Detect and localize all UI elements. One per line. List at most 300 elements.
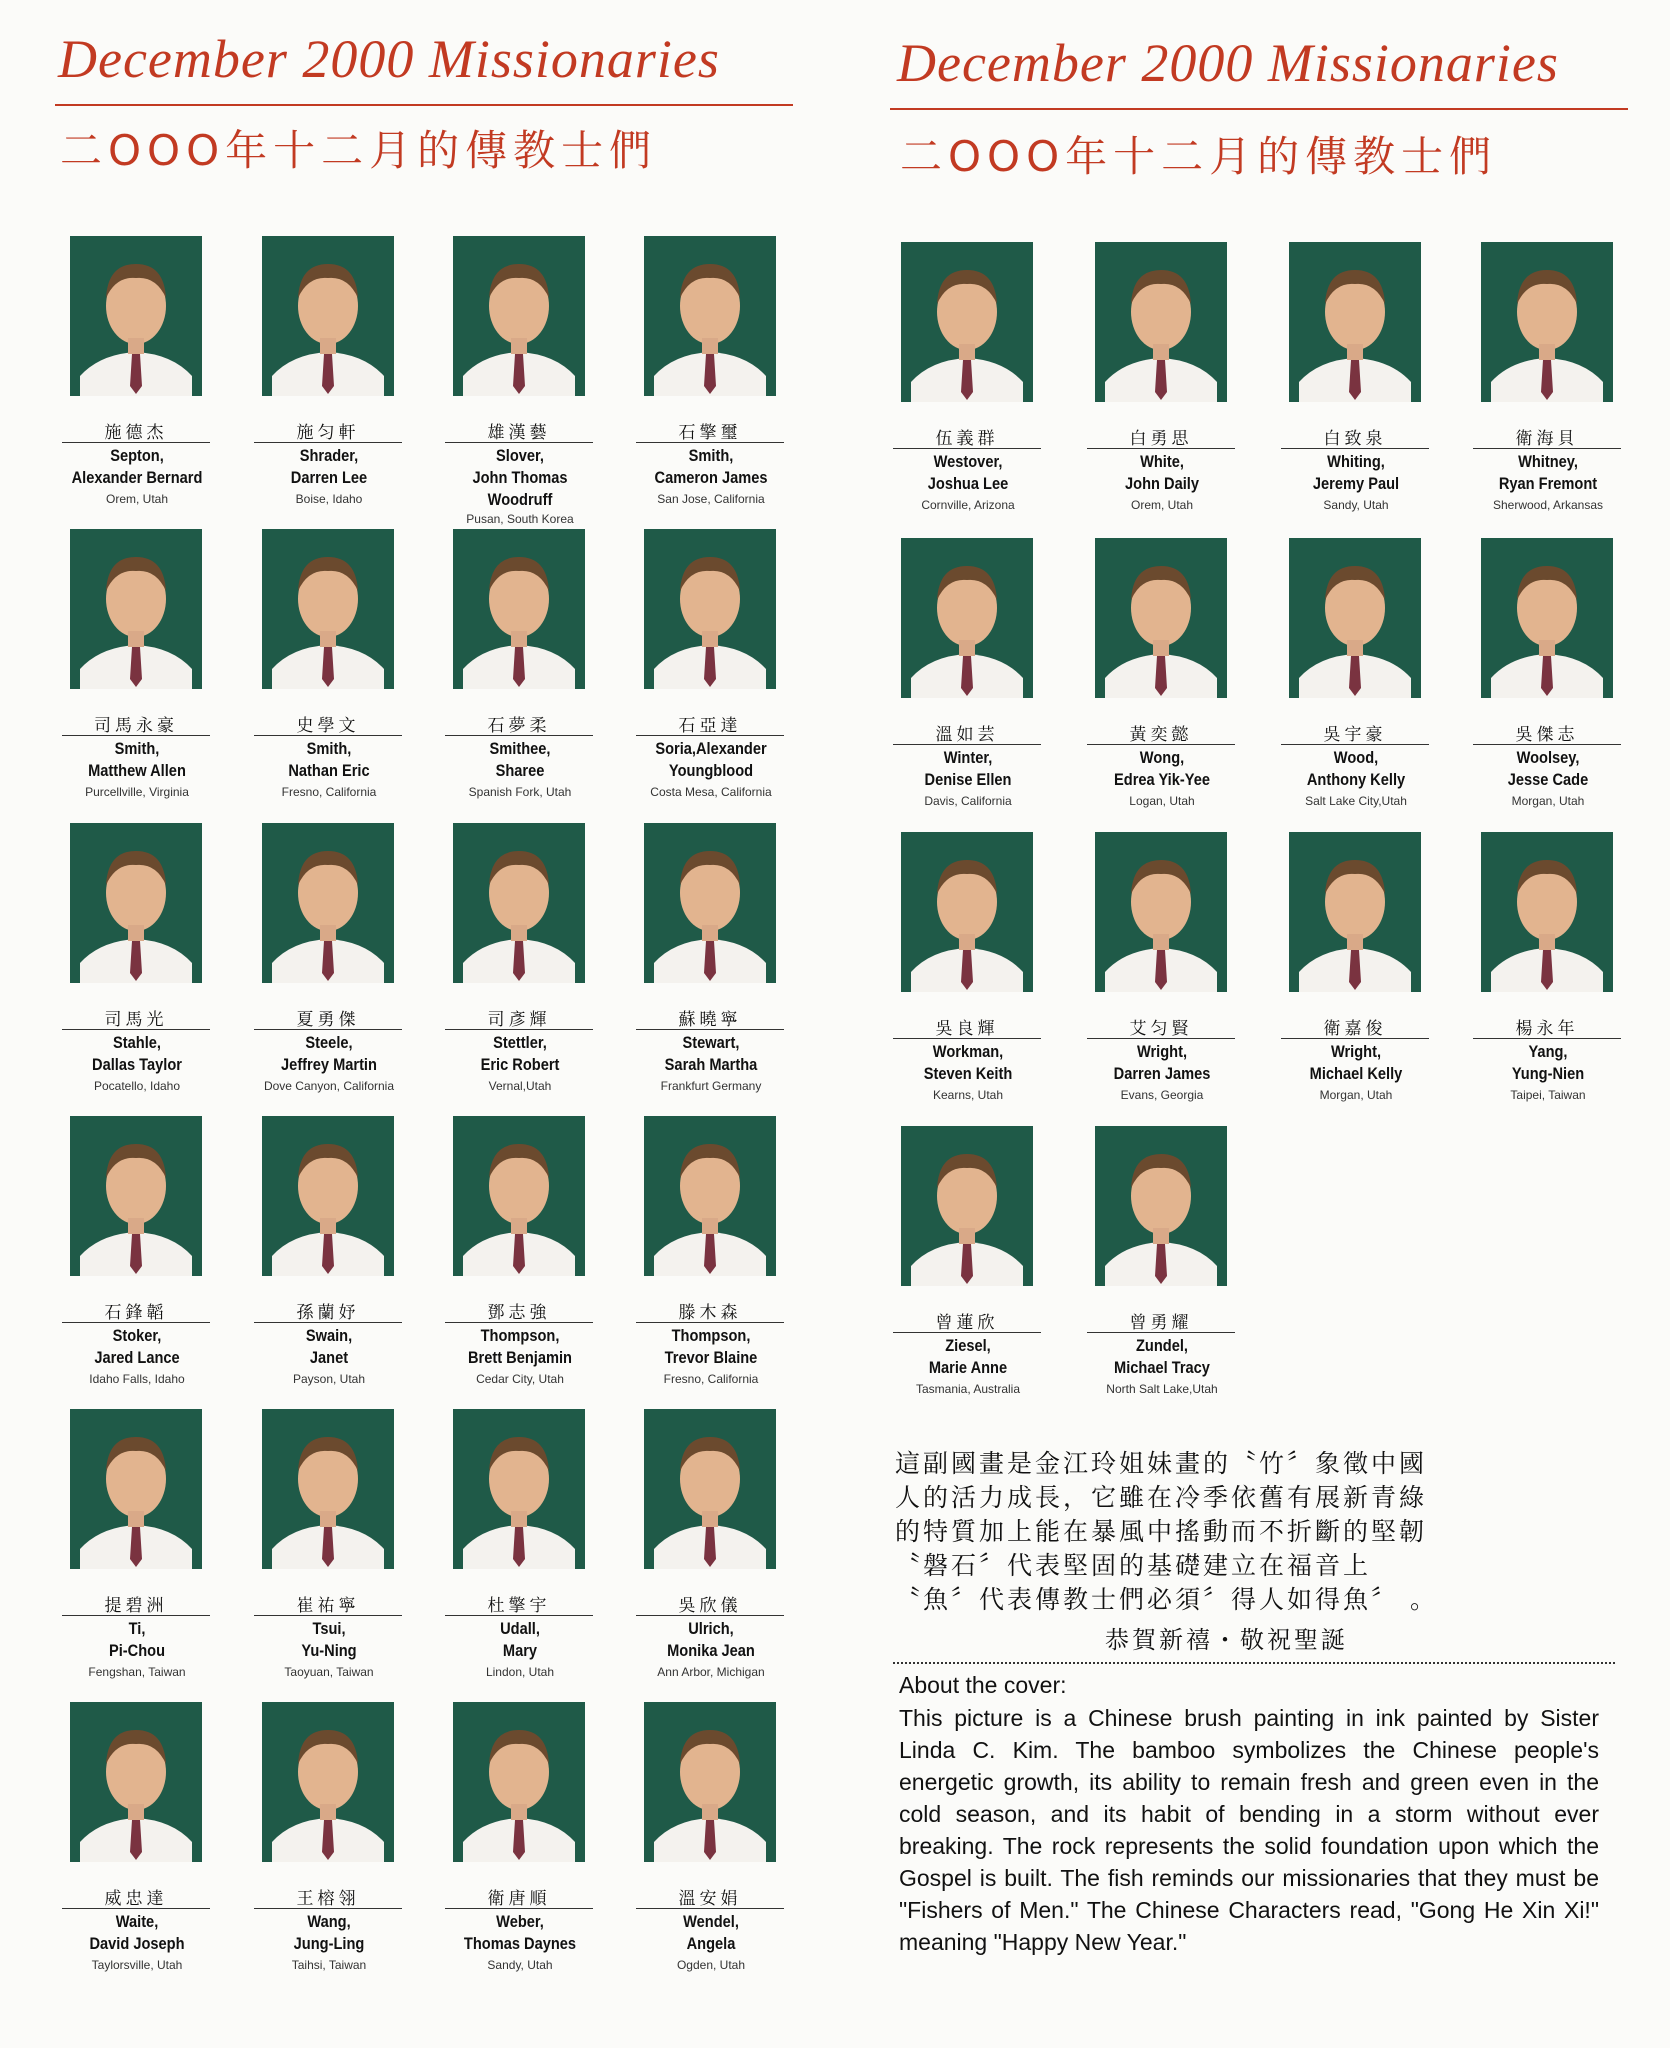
- hometown: Idaho Falls, Idaho: [89, 1372, 185, 1386]
- chinese-name: 楊永年: [1515, 1019, 1579, 1039]
- missionary-card: [628, 1409, 808, 1701]
- missionary-photo: [453, 1409, 585, 1569]
- about-heading: About the cover:: [899, 1672, 1067, 1698]
- name-underline: [62, 1615, 210, 1616]
- missionary-card: [54, 1409, 234, 1701]
- given-name: Alexander Bernard: [71, 468, 203, 487]
- hometown: Morgan, Utah: [1319, 1088, 1393, 1102]
- portrait-icon: [644, 236, 776, 396]
- hometown: Pusan, South Korea: [466, 512, 574, 526]
- chinese-name: 滕木森: [678, 1303, 742, 1323]
- hometown: Taipei, Taiwan: [1510, 1088, 1586, 1102]
- missionary-photo: [262, 823, 394, 983]
- given-name: Darren Lee: [290, 468, 368, 487]
- name-underline: [636, 442, 784, 443]
- hometown: Dove Canyon, California: [263, 1079, 395, 1093]
- portrait-icon: [1095, 1126, 1227, 1286]
- name-underline: [636, 1615, 784, 1616]
- hometown: San Jose, California: [657, 492, 765, 506]
- holiday-greeting: 恭賀新禧・敬祝聖誕: [1105, 1626, 1348, 1654]
- missionary-photo: [644, 1409, 776, 1569]
- missionary-card: [246, 236, 426, 528]
- surname: Stettler,: [493, 1033, 547, 1052]
- page-subtitle-chinese: 二OOO年十二月的傳教士們: [60, 126, 658, 175]
- missionary-card: [885, 538, 1065, 830]
- title-rule: [890, 108, 1628, 110]
- surname: Winter,: [943, 748, 993, 767]
- surname: Wong,: [1139, 748, 1185, 767]
- hometown: Fengshan, Taiwan: [88, 1665, 186, 1679]
- portrait-icon: [1095, 538, 1227, 698]
- chinese-name: 曾蓮欣: [935, 1313, 999, 1333]
- chinese-name: 石鋒韜: [104, 1303, 168, 1323]
- portrait-icon: [1481, 538, 1613, 698]
- portrait-icon: [644, 1409, 776, 1569]
- surname: Weber,: [496, 1912, 544, 1931]
- missionary-card: [1079, 1126, 1259, 1418]
- given-name: Janet: [309, 1348, 349, 1367]
- hometown: Logan, Utah: [1129, 794, 1195, 808]
- portrait-icon: [644, 1116, 776, 1276]
- missionary-photo: [1095, 832, 1227, 992]
- given-name: Jeremy Paul: [1312, 474, 1400, 493]
- missionary-photo: [453, 1116, 585, 1276]
- missionary-card: [437, 823, 617, 1115]
- surname: Ti,: [128, 1619, 146, 1638]
- missionary-photo: [262, 529, 394, 689]
- hometown: Ogden, Utah: [676, 1958, 746, 1972]
- missionary-card: [1079, 538, 1259, 830]
- hometown: Fresno, California: [281, 785, 377, 799]
- portrait-icon: [1095, 242, 1227, 402]
- missionary-card: [437, 1116, 617, 1408]
- surname: Stewart,: [682, 1033, 740, 1052]
- portrait-icon: [901, 832, 1033, 992]
- chinese-name: 艾匀賢: [1129, 1019, 1193, 1039]
- given-name: Jeffrey Martin: [281, 1055, 377, 1074]
- name-underline: [445, 1615, 593, 1616]
- missionary-photo: [901, 1126, 1033, 1286]
- given-name: Youngblood: [668, 761, 754, 780]
- chinese-name: 石亞達: [678, 716, 742, 736]
- chinese-name: 夏勇傑: [296, 1010, 360, 1030]
- missionary-card: [246, 529, 426, 821]
- given-name: David Joseph: [89, 1934, 185, 1953]
- surname: Shrader,: [299, 446, 359, 465]
- chinese-name: 提碧洲: [104, 1596, 168, 1616]
- given-name: Joshua Lee: [927, 474, 1009, 493]
- portrait-icon: [644, 823, 776, 983]
- chinese-name: 溫安娟: [678, 1889, 742, 1909]
- portrait-icon: [453, 236, 585, 396]
- text-line: 這副國畫是金江玲姐妹畫的〝竹〞象徵中國: [895, 1449, 1428, 1478]
- chinese-name: 吳宇豪: [1323, 725, 1387, 745]
- surname: Ziesel,: [945, 1336, 991, 1355]
- name-underline: [62, 735, 210, 736]
- surname: Smith,: [114, 739, 160, 758]
- name-underline: [1087, 744, 1235, 745]
- portrait-icon: [1289, 242, 1421, 402]
- given-name: Jung-Ling: [293, 1934, 365, 1953]
- chinese-name: 蘇曉寧: [678, 1010, 742, 1030]
- portrait-icon: [1481, 832, 1613, 992]
- surname: Thompson,: [480, 1326, 560, 1345]
- portrait-icon: [453, 529, 585, 689]
- given-name: Mary: [502, 1641, 538, 1660]
- hometown: Cornville, Arizona: [921, 498, 1015, 512]
- hometown: Tasmania, Australia: [915, 1382, 1021, 1396]
- missionary-photo: [1481, 832, 1613, 992]
- portrait-icon: [70, 529, 202, 689]
- chinese-name: 鄧志強: [487, 1303, 551, 1323]
- given-name: Yu-Ning: [301, 1641, 357, 1660]
- hometown: Cedar City, Utah: [476, 1372, 564, 1386]
- hometown: Frankfurt Germany: [660, 1079, 762, 1093]
- chinese-name: 衛唐順: [487, 1889, 551, 1909]
- portrait-icon: [262, 236, 394, 396]
- portrait-icon: [644, 1702, 776, 1862]
- surname: Waite,: [115, 1912, 159, 1931]
- surname: Septon,: [110, 446, 164, 465]
- chinese-name: 石夢柔: [487, 716, 551, 736]
- missionary-photo: [70, 1409, 202, 1569]
- name-underline: [445, 735, 593, 736]
- surname: Whiting,: [1327, 452, 1385, 471]
- portrait-icon: [1481, 242, 1613, 402]
- portrait-icon: [901, 538, 1033, 698]
- missionary-card: [885, 832, 1065, 1124]
- missionary-photo: [1481, 538, 1613, 698]
- missionary-card: [628, 823, 808, 1115]
- surname: Wang,: [307, 1912, 351, 1931]
- missionary-photo: [262, 1116, 394, 1276]
- missionary-card: [1465, 242, 1645, 534]
- name-underline: [1473, 744, 1621, 745]
- hometown: Taoyuan, Taiwan: [284, 1665, 374, 1679]
- surname: Swain,: [305, 1326, 353, 1345]
- portrait-icon: [453, 1702, 585, 1862]
- missionary-card: [54, 1116, 234, 1408]
- text-line: 〝魚〞代表傳教士們必須〞得人如得魚〞 。: [895, 1585, 1438, 1614]
- chinese-name: 杜擎宇: [487, 1596, 551, 1616]
- surname: Soria,Alexander: [655, 739, 767, 758]
- title-rule: [55, 104, 793, 106]
- given-name: Marie Anne: [928, 1358, 1008, 1377]
- page-title: December 2000 Missionaries: [58, 29, 720, 89]
- hometown: Boise, Idaho: [295, 492, 363, 506]
- portrait-icon: [70, 1702, 202, 1862]
- missionary-photo: [70, 529, 202, 689]
- missionary-photo: [644, 1702, 776, 1862]
- missionary-photo: [70, 823, 202, 983]
- given-name: Michael Kelly: [1309, 1064, 1403, 1083]
- chinese-name: 雄漢藝: [487, 423, 551, 443]
- hometown: Taylorsville, Utah: [91, 1958, 183, 1972]
- name-underline: [254, 735, 402, 736]
- surname: Wood,: [1333, 748, 1379, 767]
- missionary-card: [1273, 538, 1453, 830]
- missionary-photo: [453, 236, 585, 396]
- given-name: Sarah Martha: [664, 1055, 758, 1074]
- portrait-icon: [262, 1409, 394, 1569]
- surname: Smith,: [688, 446, 734, 465]
- surname: Tsui,: [312, 1619, 346, 1638]
- name-underline: [445, 1908, 593, 1909]
- name-underline: [636, 735, 784, 736]
- name-underline: [1473, 1038, 1621, 1039]
- page-subtitle-chinese: 二OOO年十二月的傳教士們: [900, 132, 1498, 181]
- missionary-card: [1273, 242, 1453, 534]
- text-line: 人的活力成長，它雖在冷季依舊有展新青綠: [895, 1483, 1428, 1512]
- surname: Stahle,: [113, 1033, 161, 1052]
- surname: Westover,: [933, 452, 1003, 471]
- chinese-name: 施德杰: [104, 423, 168, 443]
- hometown: Vernal,Utah: [488, 1079, 552, 1093]
- chinese-name: 衛海貝: [1515, 429, 1579, 449]
- missionary-card: [628, 529, 808, 821]
- given-name: Edrea Yik-Yee: [1114, 770, 1210, 789]
- missionary-photo: [901, 832, 1033, 992]
- name-underline: [636, 1322, 784, 1323]
- about-text: This picture is a Chinese brush painting in ink painted by Sister Linda C. Kim. The bamboo symbolizes the Chinese people's energetic growth, its ability to remain fresh and green even in the cold season, and its habit of bending in a storm without ever breaking. The rock represents the solid foundation upon which the Gospel is built. The fish reminds our missionaries that they must be "Fishers of Men." The Chinese Characters read, "Gong He Xin Xi!" meaning "Happy New Year.": [899, 1705, 1599, 1955]
- name-underline: [1087, 448, 1235, 449]
- portrait-icon: [453, 1116, 585, 1276]
- missionary-photo: [644, 529, 776, 689]
- hometown: Sherwood, Arkansas: [1492, 498, 1604, 512]
- given-name: Trevor Blaine: [664, 1348, 758, 1367]
- chinese-name: 石擎璽: [678, 423, 742, 443]
- given-name: Sharee: [495, 761, 545, 780]
- missionary-photo: [1481, 242, 1613, 402]
- missionary-card: [54, 529, 234, 821]
- name-underline: [445, 1029, 593, 1030]
- name-underline: [1281, 448, 1429, 449]
- surname: White,: [1140, 452, 1184, 471]
- chinese-name: 吳良輝: [935, 1019, 999, 1039]
- name-underline: [1087, 1332, 1235, 1333]
- chinese-name: 吳欣儀: [678, 1596, 742, 1616]
- hometown: Fresno, California: [663, 1372, 759, 1386]
- page-title: December 2000 Missionaries: [897, 33, 1559, 93]
- portrait-icon: [1289, 832, 1421, 992]
- missionary-photo: [901, 538, 1033, 698]
- given-name: Denise Ellen: [924, 770, 1012, 789]
- surname: Udall,: [500, 1619, 540, 1638]
- given-name: Anthony Kelly: [1306, 770, 1406, 789]
- surname: Woolsey,: [1516, 748, 1580, 767]
- name-underline: [254, 1029, 402, 1030]
- missionary-photo: [1289, 832, 1421, 992]
- portrait-icon: [70, 823, 202, 983]
- name-underline: [1087, 1038, 1235, 1039]
- name-underline: [445, 1322, 593, 1323]
- hometown: Spanish Fork, Utah: [468, 785, 572, 799]
- missionary-photo: [453, 1702, 585, 1862]
- missionary-card: [246, 1702, 426, 1994]
- surname: Smithee,: [489, 739, 551, 758]
- name-underline: [893, 1332, 1041, 1333]
- chinese-name: 孫蘭妤: [296, 1303, 360, 1323]
- missionary-photo: [1095, 538, 1227, 698]
- missionary-card: [1079, 832, 1259, 1124]
- surname: Wendel,: [683, 1912, 739, 1931]
- given-name-cont: Woodruff: [487, 490, 553, 509]
- given-name: Ryan Fremont: [1498, 474, 1598, 493]
- missionary-card: [1273, 832, 1453, 1124]
- chinese-name: 王榕翎: [296, 1889, 360, 1909]
- given-name: John Thomas: [472, 468, 568, 487]
- given-name: Matthew Allen: [88, 761, 186, 780]
- surname: Zundel,: [1135, 1336, 1188, 1355]
- hometown: Purcellville, Virginia: [85, 785, 189, 799]
- chinese-name: 曾勇耀: [1129, 1313, 1193, 1333]
- hometown: Costa Mesa, California: [650, 785, 772, 799]
- hometown: Salt Lake City,Utah: [1305, 794, 1407, 808]
- missionary-card: [246, 1116, 426, 1408]
- name-underline: [62, 1029, 210, 1030]
- name-underline: [254, 1322, 402, 1323]
- chinese-name: 白勇思: [1129, 429, 1193, 449]
- missionary-card: [1465, 832, 1645, 1124]
- missionary-photo: [453, 529, 585, 689]
- missionary-photo: [901, 242, 1033, 402]
- name-underline: [254, 1908, 402, 1909]
- missionary-card: [1079, 242, 1259, 534]
- name-underline: [893, 744, 1041, 745]
- chinese-name: 衛嘉俊: [1323, 1019, 1387, 1039]
- chinese-name: 施匀軒: [296, 423, 360, 443]
- missionary-card: [628, 236, 808, 528]
- portrait-icon: [70, 1409, 202, 1569]
- name-underline: [893, 448, 1041, 449]
- name-underline: [62, 442, 210, 443]
- missionary-photo: [262, 1409, 394, 1569]
- chinese-name: 司彥輝: [487, 1010, 551, 1030]
- portrait-icon: [453, 1409, 585, 1569]
- hometown: North Salt Lake,Utah: [1106, 1382, 1218, 1396]
- surname: Thompson,: [671, 1326, 751, 1345]
- missionary-card: [628, 1116, 808, 1408]
- hometown: Ann Arbor, Michigan: [657, 1665, 765, 1679]
- surname: Wright,: [1136, 1042, 1188, 1061]
- chinese-name: 白致泉: [1323, 429, 1387, 449]
- chinese-name: 司馬永豪: [94, 716, 178, 736]
- given-name: Cameron James: [654, 468, 768, 487]
- text-line: 〝磐石〞代表堅固的基礎建立在福音上: [895, 1551, 1372, 1580]
- given-name: Thomas Daynes: [463, 1934, 577, 1953]
- hometown: Sandy, Utah: [487, 1958, 553, 1972]
- missionary-photo: [644, 1116, 776, 1276]
- missionary-photo: [1289, 242, 1421, 402]
- hometown: Evans, Georgia: [1120, 1088, 1204, 1102]
- missionary-photo: [644, 236, 776, 396]
- chinese-name: 崔祐寧: [296, 1596, 360, 1616]
- portrait-icon: [1289, 538, 1421, 698]
- missionary-photo: [70, 236, 202, 396]
- hometown: Sandy, Utah: [1323, 498, 1389, 512]
- name-underline: [1281, 1038, 1429, 1039]
- given-name: Yung-Nien: [1511, 1064, 1585, 1083]
- hometown: Orem, Utah: [1130, 498, 1193, 512]
- given-name: Michael Tracy: [1114, 1358, 1210, 1377]
- name-underline: [636, 1908, 784, 1909]
- surname: Yang,: [1528, 1042, 1568, 1061]
- name-underline: [636, 1029, 784, 1030]
- surname: Steele,: [305, 1033, 353, 1052]
- given-name: Dallas Taylor: [92, 1055, 182, 1074]
- cover-description-chinese: [895, 1447, 1575, 1617]
- portrait-icon: [901, 1126, 1033, 1286]
- portrait-icon: [644, 529, 776, 689]
- portrait-icon: [262, 529, 394, 689]
- missionary-card: [54, 236, 234, 528]
- name-underline: [62, 1322, 210, 1323]
- portrait-icon: [262, 823, 394, 983]
- chinese-name: 司馬光: [104, 1010, 168, 1030]
- missionary-photo: [70, 1702, 202, 1862]
- name-underline: [1281, 744, 1429, 745]
- given-name: Steven Keith: [923, 1064, 1013, 1083]
- hometown: Taihsi, Taiwan: [291, 1958, 367, 1972]
- hometown: Lindon, Utah: [485, 1665, 555, 1679]
- text-line: 的特質加上能在暴風中搖動而不折斷的堅韌: [895, 1517, 1428, 1546]
- missionary-card: [437, 529, 617, 821]
- given-name: Darren James: [1113, 1064, 1211, 1083]
- hometown: Kearns, Utah: [932, 1088, 1004, 1102]
- missionary-card: [1465, 538, 1645, 830]
- missionary-card: [885, 242, 1065, 534]
- hometown: Orem, Utah: [105, 492, 168, 506]
- given-name: Nathan Eric: [288, 761, 370, 780]
- surname: Wright,: [1330, 1042, 1382, 1061]
- portrait-icon: [70, 236, 202, 396]
- surname: Smith,: [306, 739, 352, 758]
- given-name: Angela: [686, 1934, 736, 1953]
- given-name: Brett Benjamin: [467, 1348, 572, 1367]
- missionary-card: [628, 1702, 808, 1994]
- surname: Whitney,: [1518, 452, 1578, 471]
- surname: Slover,: [496, 446, 544, 465]
- given-name: Monika Jean: [667, 1641, 755, 1660]
- chinese-name: 溫如芸: [935, 725, 999, 745]
- hometown: Davis, California: [924, 794, 1012, 808]
- given-name: John Daily: [1125, 474, 1199, 493]
- hometown: Morgan, Utah: [1511, 794, 1585, 808]
- missionary-photo: [70, 1116, 202, 1276]
- missionary-card: [54, 823, 234, 1115]
- missionary-photo: [1095, 1126, 1227, 1286]
- given-name: Pi-Chou: [108, 1641, 166, 1660]
- missionary-card: [54, 1702, 234, 1994]
- missionary-photo: [1095, 242, 1227, 402]
- missionary-photo: [262, 1702, 394, 1862]
- portrait-icon: [1095, 832, 1227, 992]
- portrait-icon: [901, 242, 1033, 402]
- chinese-name: 吳傑志: [1515, 725, 1579, 745]
- given-name: Jesse Cade: [1507, 770, 1589, 789]
- dotted-divider: [893, 1662, 1615, 1664]
- chinese-name: 黃奕懿: [1129, 725, 1193, 745]
- missionary-card: [437, 1702, 617, 1994]
- given-name: Jared Lance: [94, 1348, 180, 1367]
- portrait-icon: [262, 1702, 394, 1862]
- chinese-name: 威忠達: [104, 1889, 168, 1909]
- given-name: Eric Robert: [480, 1055, 560, 1074]
- name-underline: [893, 1038, 1041, 1039]
- missionary-photo: [262, 236, 394, 396]
- chinese-name: 伍義群: [935, 429, 999, 449]
- portrait-icon: [453, 823, 585, 983]
